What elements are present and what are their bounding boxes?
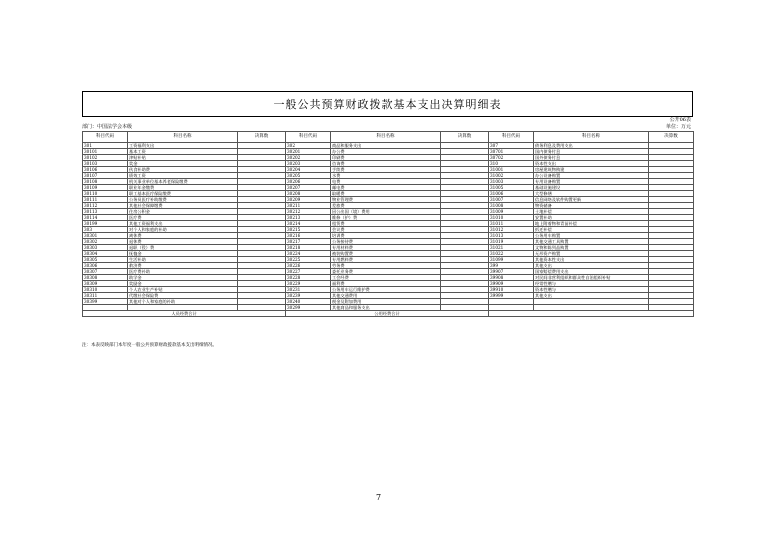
- cell-name: 生活补助: [128, 257, 238, 263]
- cell-name: 国内债务付息: [534, 149, 649, 155]
- cell-name: 代缴社会保险费: [128, 293, 238, 299]
- cell-name: 取暖费: [331, 191, 441, 197]
- cell-name: 救济费: [128, 263, 238, 269]
- cell-name: 因公出国（境）费用: [331, 209, 441, 215]
- page-number: 7: [376, 493, 382, 502]
- cell-name: 劳务费: [331, 263, 441, 269]
- cell-name: 租赁费: [331, 221, 441, 227]
- cell-code: 30227: [286, 269, 331, 275]
- cell-code: 301: [83, 143, 128, 149]
- cell-name: 其他资本性支出: [534, 257, 649, 263]
- cell-name: 物资储备: [534, 203, 649, 209]
- cell-name: 个人农业生产补贴: [128, 287, 238, 293]
- cell-code: 30231: [286, 287, 331, 293]
- cell-name: 其他商品和服务支出: [331, 305, 441, 311]
- cell-name: 对个人和家庭的补助: [128, 227, 238, 233]
- header-amount-1: 决算数: [238, 132, 286, 143]
- cell-name: 基本工资: [128, 149, 238, 155]
- cell-code: 30308: [83, 275, 128, 281]
- cell-name: 拆迁补偿: [534, 227, 649, 233]
- cell-code: 30311: [83, 293, 128, 299]
- report-title: 一般公共预算财政拨款基本支出决算明细表: [82, 91, 693, 117]
- header-amount-3: 决算数: [649, 132, 694, 143]
- cell-name: 住房公积金: [128, 209, 238, 215]
- cell-name: 其他交通费用: [331, 293, 441, 299]
- cell-code: 30114: [83, 215, 128, 221]
- cell-name: 手续费: [331, 167, 441, 173]
- cell-name: 其他社会保障缴费: [128, 203, 238, 209]
- cell-code: 30107: [83, 173, 128, 179]
- cell-code: 302: [286, 143, 331, 149]
- cell-code: 30224: [286, 251, 331, 257]
- cell-name: 其他支出: [534, 263, 649, 269]
- cell-code: 30218: [286, 245, 331, 251]
- cell-name: 税金及附加费用: [331, 299, 441, 305]
- cell-code: 30102: [83, 155, 128, 161]
- cell-name: 资本性赠与: [534, 287, 649, 293]
- cell-code: 31001: [489, 167, 534, 173]
- header-code-2: 科目代码: [286, 132, 331, 143]
- cell-code: 30108: [83, 179, 128, 185]
- cell-code: 30113: [83, 209, 128, 215]
- cell-code: 30303: [83, 245, 128, 251]
- cell-code: 30207: [286, 185, 331, 191]
- cell-name: 信息网络及软件购置更新: [534, 197, 649, 203]
- cell-code: 30101: [83, 149, 128, 155]
- cell-code: 30307: [83, 269, 128, 275]
- cell-name: 公务用车运行维护费: [331, 287, 441, 293]
- cell-code: 30226: [286, 263, 331, 269]
- cell-code: 30299: [286, 305, 331, 311]
- header-name-3: 科目名称: [534, 132, 649, 143]
- cell-name: 退休费: [128, 239, 238, 245]
- cell-name: 奖励金: [128, 281, 238, 287]
- cell-code: 30216: [286, 233, 331, 239]
- cell-code: 30213: [286, 215, 331, 221]
- header-amount-2: 决算数: [441, 132, 489, 143]
- cell-name: 安置补助: [534, 215, 649, 221]
- cell-name: 伙食补助费: [128, 167, 238, 173]
- cell-code: 31006: [489, 191, 534, 197]
- cell-name: 抚恤金: [128, 251, 238, 257]
- cell-code: 30306: [83, 263, 128, 269]
- table-body: [83, 143, 694, 311]
- cell-name: 咨询费: [331, 161, 441, 167]
- totals-row: [83, 311, 694, 317]
- cell-code: 30103: [83, 161, 128, 167]
- cell-name: 公务用车购置: [534, 233, 649, 239]
- cell-code: 39908: [489, 275, 534, 281]
- cell-code: 30211: [286, 203, 331, 209]
- cell-code: 30209: [286, 197, 331, 203]
- cell-code: 30205: [286, 173, 331, 179]
- cell-name: 津贴补贴: [128, 155, 238, 161]
- cell-name: 奖金: [128, 161, 238, 167]
- cell-code: 31003: [489, 179, 534, 185]
- cell-name: 大型修缮: [534, 191, 649, 197]
- cell-name: 退职（役）费: [128, 245, 238, 251]
- cell-name: 水费: [331, 173, 441, 179]
- cell-code: 31021: [489, 245, 534, 251]
- cell-code: 30240: [286, 299, 331, 305]
- cell-name: 差旅费: [331, 203, 441, 209]
- cell-name: 离休费: [128, 233, 238, 239]
- cell-code: 31019: [489, 239, 534, 245]
- cell-name: 专用材料费: [331, 245, 441, 251]
- cell-name: 无形资产购置: [534, 251, 649, 257]
- cell-name: 专用燃料费: [331, 257, 441, 263]
- cell-code: 31011: [489, 221, 534, 227]
- cell-code: 31008: [489, 203, 534, 209]
- cell-code: 30214: [286, 221, 331, 227]
- cell-code: 31002: [489, 173, 534, 179]
- cell-code: 31007: [489, 197, 534, 203]
- cell-code: 30201: [286, 149, 331, 155]
- cell-code: 31099: [489, 257, 534, 263]
- cell-name: 委托业务费: [331, 269, 441, 275]
- cell-name: 公务接待费: [331, 239, 441, 245]
- cell-code: 30399: [83, 299, 128, 305]
- cell-code: 30110: [83, 191, 128, 197]
- cell-name: 维修（护）费: [331, 215, 441, 221]
- cell-name: 福利费: [331, 281, 441, 287]
- cell-name: 印刷费: [331, 155, 441, 161]
- cell-code: 30199: [83, 221, 128, 227]
- cell-code: 30228: [286, 275, 331, 281]
- cell-name: 其他交通工具购置: [534, 239, 649, 245]
- cell-code: 30309: [83, 281, 128, 287]
- cell-name: 绩效工资: [128, 173, 238, 179]
- cell-code: 30106: [83, 167, 128, 173]
- cell-code: 30202: [286, 155, 331, 161]
- cell-code: 31010: [489, 215, 534, 221]
- personnel-total-label: 人员经费合计: [83, 311, 286, 317]
- cell-name: 培训费: [331, 233, 441, 239]
- cell-code: 30217: [286, 239, 331, 245]
- public-total-label: 公用经费合计: [286, 311, 489, 317]
- table-header-row: [83, 132, 694, 143]
- cell-name: 工会经费: [331, 275, 441, 281]
- cell-code: 310: [489, 161, 534, 167]
- cell-code: 30701: [489, 149, 534, 155]
- cell-name: 邮电费: [331, 185, 441, 191]
- cell-code: 30109: [83, 185, 128, 191]
- cell-name: 地上附着物和青苗补偿: [534, 221, 649, 227]
- cell-name: 公务员医疗补助缴费: [128, 197, 238, 203]
- cell-name: 国外债务付息: [534, 155, 649, 161]
- cell-code: 30215: [286, 227, 331, 233]
- cell-code: 30229: [286, 281, 331, 287]
- cell-code: 30111: [83, 197, 128, 203]
- cell-code: 31012: [489, 227, 534, 233]
- header-name-1: 科目名称: [128, 132, 238, 143]
- cell-name: 基础设施建设: [534, 185, 649, 191]
- cell-name: 其他工资福利支出: [128, 221, 238, 227]
- cell-name: 债务利息及费用支出: [534, 143, 649, 149]
- unit-label: 单位：万元: [665, 124, 691, 130]
- cell-name: 对民间非营利组织和群众性自治组织补贴: [534, 275, 649, 281]
- cell-code: 30203: [286, 161, 331, 167]
- cell-code: 39999: [489, 293, 534, 299]
- cell-code: 30301: [83, 233, 128, 239]
- table-note: 注：本表反映部门本年度一般公共预算财政拨款基本支出明细情况。: [82, 343, 217, 348]
- cell-code: 39909: [489, 281, 534, 287]
- cell-code: 30302: [83, 239, 128, 245]
- cell-code: 39907: [489, 269, 534, 275]
- cell-name: 办公费: [331, 149, 441, 155]
- cell-name: 职工基本医疗保险缴费: [128, 191, 238, 197]
- cell-name: 文物和陈列品购置: [534, 245, 649, 251]
- cell-name: 资本性支出: [534, 161, 649, 167]
- cell-name: 其他对个人和家庭的补助: [128, 299, 238, 305]
- cell-name: 土地补偿: [534, 209, 649, 215]
- header-code-3: 科目代码: [489, 132, 534, 143]
- cell-name: 专用设备购置: [534, 179, 649, 185]
- cell-code: 30204: [286, 167, 331, 173]
- table-code: 公开06表: [669, 117, 691, 123]
- cell-code: 30305: [83, 257, 128, 263]
- cell-name: 机关事业单位基本养老保险缴费: [128, 179, 238, 185]
- cell-name: 商品和服务支出: [331, 143, 441, 149]
- cell-code: 39910: [489, 287, 534, 293]
- cell-code: 30702: [489, 155, 534, 161]
- cell-code: 30112: [83, 203, 128, 209]
- cell-name: 国家赔偿费用支出: [534, 269, 649, 275]
- cell-code: 303: [83, 227, 128, 233]
- cell-code: 307: [489, 143, 534, 149]
- cell-name: 职业年金缴费: [128, 185, 238, 191]
- cell-name: 物业管理费: [331, 197, 441, 203]
- cell-code: 31009: [489, 209, 534, 215]
- cell-name: 助学金: [128, 275, 238, 281]
- cell-code: 30212: [286, 209, 331, 215]
- cell-code: 30225: [286, 257, 331, 263]
- cell-name: 工资福利支出: [128, 143, 238, 149]
- cell-name: 医疗费补助: [128, 269, 238, 275]
- cell-name: 其他支出: [534, 293, 649, 299]
- cell-code: 30239: [286, 293, 331, 299]
- cell-code: 30304: [83, 251, 128, 257]
- header-name-2: 科目名称: [331, 132, 441, 143]
- cell-code: 31005: [489, 185, 534, 191]
- cell-name: 房屋建筑物购建: [534, 167, 649, 173]
- cell-name: 会议费: [331, 227, 441, 233]
- cell-code: 399: [489, 263, 534, 269]
- cell-name: 医疗费: [128, 215, 238, 221]
- cell-code: 30206: [286, 179, 331, 185]
- header-code-1: 科目代码: [83, 132, 128, 143]
- cell-code: 30310: [83, 287, 128, 293]
- cell-name: 经常性赠与: [534, 281, 649, 287]
- expenditure-table: [82, 131, 694, 317]
- cell-name: 办公设备购置: [534, 173, 649, 179]
- cell-name: 被装购置费: [331, 251, 441, 257]
- cell-code: 30208: [286, 191, 331, 197]
- totals-blank: [489, 311, 694, 317]
- cell-name: 电费: [331, 179, 441, 185]
- cell-code: 31013: [489, 233, 534, 239]
- cell-code: 31022: [489, 251, 534, 257]
- department-label: 部门：中国法学会本级: [82, 124, 133, 130]
